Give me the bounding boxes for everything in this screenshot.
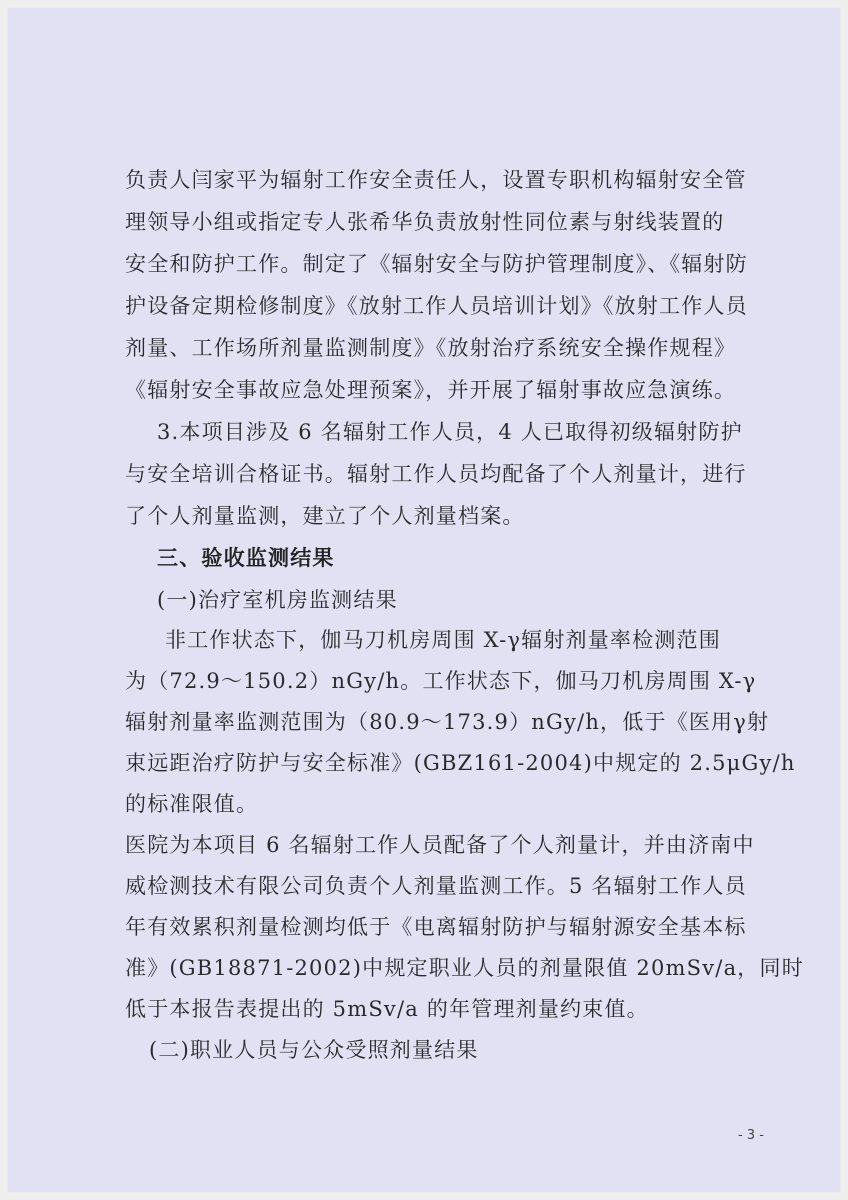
paragraph-line: 威检测技术有限公司负责个人剂量监测工作。5 名辐射工作人员 — [125, 874, 747, 898]
document-page — [8, 8, 840, 1192]
page-number: - 3 - — [738, 1128, 764, 1143]
paragraph-line: 护设备定期检修制度》《放射工作人员培训计划》《放射工作人员 — [125, 294, 748, 318]
subsection-heading: (一)治疗室机房监测结果 — [157, 588, 398, 612]
paragraph-line: 与安全培训合格证书。辐射工作人员均配备了个人剂量计，进行 — [125, 462, 747, 486]
paragraph-line: 医院为本项目 6 名辐射工作人员配备了个人剂量计，并由济南中 — [125, 833, 755, 857]
paragraph-line: 《辐射安全事故应急处理预案》，并开展了辐射事故应急演练。 — [125, 378, 737, 402]
paragraph-line: 了个人剂量监测，建立了个人剂量档案。 — [125, 504, 525, 528]
paragraph-line: 非工作状态下，伽马刀机房周围 X-γ辐射剂量率检测范围 — [165, 628, 721, 652]
paragraph-line: 的标准限值。 — [125, 792, 259, 816]
paragraph-line: 负责人闫家平为辐射工作安全责任人，设置专职机构辐射安全管 — [125, 168, 747, 192]
paragraph-line: 束远距治疗防护与安全标准》(GBZ161-2004)中规定的 2.5μGy/h — [125, 751, 796, 775]
paragraph-line: 辐射剂量率监测范围为（80.9～173.9）nGy/h，低于《医用γ射 — [125, 710, 770, 734]
paragraph-line: 为（72.9～150.2）nGy/h。工作状态下，伽马刀机房周围 X-γ — [125, 669, 757, 693]
paragraph-line: 3.本项目涉及 6 名辐射工作人员，4 人已取得初级辐射防护 — [157, 420, 743, 444]
paragraph-line: 理领导小组或指定专人张希华负责放射性同位素与射线装置的 — [125, 210, 725, 234]
section-heading: 三、验收监测结果 — [157, 546, 335, 570]
paragraph-line: 安全和防护工作。制定了《辐射安全与防护管理制度》、《辐射防 — [125, 252, 748, 276]
paragraph-line: 年有效累积剂量检测均低于《电离辐射防护与辐射源安全基本标 — [125, 915, 747, 939]
subsection-heading: (二)职业人员与公众受照剂量结果 — [149, 1038, 479, 1062]
paragraph-line: 剂量、工作场所剂量监测制度》《放射治疗系统安全操作规程》 — [125, 336, 737, 360]
paragraph-line: 准》(GB18871-2002)中规定职业人员的剂量限值 20mSv/a，同时 — [125, 956, 804, 980]
paragraph-line: 低于本报告表提出的 5mSv/a 的年管理剂量约束值。 — [125, 997, 649, 1021]
